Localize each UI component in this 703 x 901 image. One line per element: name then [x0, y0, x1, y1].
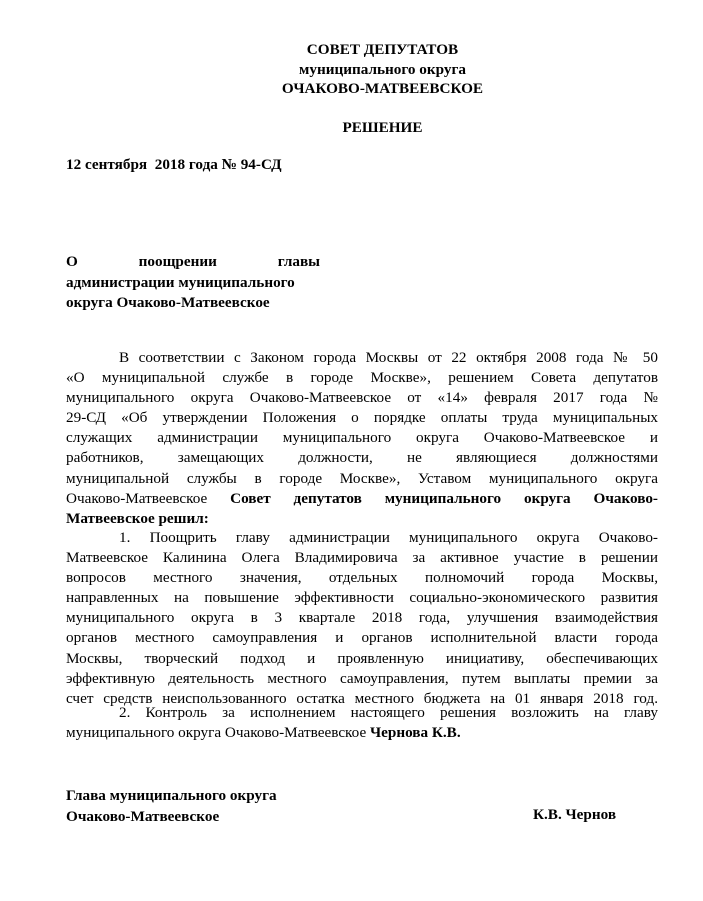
subject-line: О поощрении главы: [66, 253, 320, 270]
document-header: [65, 40, 700, 99]
paragraph-line: [66, 509, 658, 529]
resolving-clause: Матвеевское решил:: [66, 509, 209, 527]
paragraph-line: 1. Поощрить главу администрации муниципального округа Очаково-: [119, 529, 658, 546]
paragraph-line: эффективную деятельность местного самоуправления, путем выплаты премии за: [66, 669, 658, 687]
paragraph-line: [66, 723, 658, 743]
paragraph-text: Очаково-Матвеевское: [66, 489, 231, 507]
decision-item-2: [66, 703, 658, 743]
paragraph-line: Москвы, творческий подход и проявленную инициативу, обеспечивающих: [66, 649, 658, 667]
resolving-clause: Совет депутатов муниципального округа Очаково-: [230, 489, 658, 507]
document-subject: [66, 252, 320, 314]
org-subtitle: муниципального округа: [299, 60, 466, 78]
paragraph-line: направленных на повышение эффективности социально-экономического развития: [66, 589, 658, 607]
paragraph-line: [66, 489, 658, 509]
paragraph-line: органов местного самоуправления и органов исполнительной власти города: [66, 629, 658, 647]
paragraph-line: «О муниципальной службе в городе Москве», решением Совета депутатов: [66, 369, 658, 387]
signatory-district: Очаково-Матвеевское: [66, 807, 220, 825]
paragraph-line: 29-СД «Об утверждении Положения о порядке оплаты труда муниципальных: [66, 409, 658, 427]
paragraph-line: Матвеевское Калинина Олега Владимировича за активное участие в решении: [66, 549, 658, 567]
signatory-name: К.В. Чернов: [533, 806, 617, 823]
date-and-number: 12 сентября 2018 года № 94-СД: [66, 156, 282, 173]
paragraph-line: муниципального округа в 3 квартале 2018 года, улучшения взаимодействия: [66, 609, 658, 627]
paragraph-line: муниципальной службы в городе Москве», Уставом муниципального округа: [66, 469, 658, 487]
paragraph-line: счет средств неиспользованного остатка местного бюджета на 01 января 2018 год.: [66, 689, 658, 707]
subject-line: округа Очаково-Матвеевское: [66, 294, 270, 311]
paragraph-text: муниципального округа Очаково-Матвеевское: [66, 724, 370, 742]
decision-item-1: [66, 528, 658, 709]
signatory-title: Глава муниципального округа: [66, 787, 277, 804]
preamble-paragraph: [66, 348, 658, 529]
district-name: ОЧАКОВО-МАТВЕЕВСКОЕ: [281, 80, 484, 97]
paragraph-line: вопросов местного значения, отдельных полномочий города Москвы,: [66, 569, 658, 587]
org-name: СОВЕТ ДЕПУТАТОВ: [306, 41, 459, 58]
paragraph-line: работников, замещающих должности, не являющиеся должностями: [66, 449, 658, 467]
paragraph-line: служащих администрации муниципального округа Очаково-Матвеевское и: [66, 429, 658, 447]
paragraph-line: В соответствии с Законом города Москвы от 22 октября 2008 года № 50: [119, 349, 658, 366]
subject-line: администрации муниципального: [66, 273, 295, 291]
document-type: РЕШЕНИЕ: [342, 119, 423, 136]
paragraph-line: 2. Контроль за исполнением настоящего решения возложить на главу: [119, 704, 658, 721]
paragraph-line: муниципального округа Очаково-Матвеевское от «14» февраля 2017 года №: [66, 389, 658, 407]
responsible-person: Чернова К.В.: [369, 724, 461, 742]
